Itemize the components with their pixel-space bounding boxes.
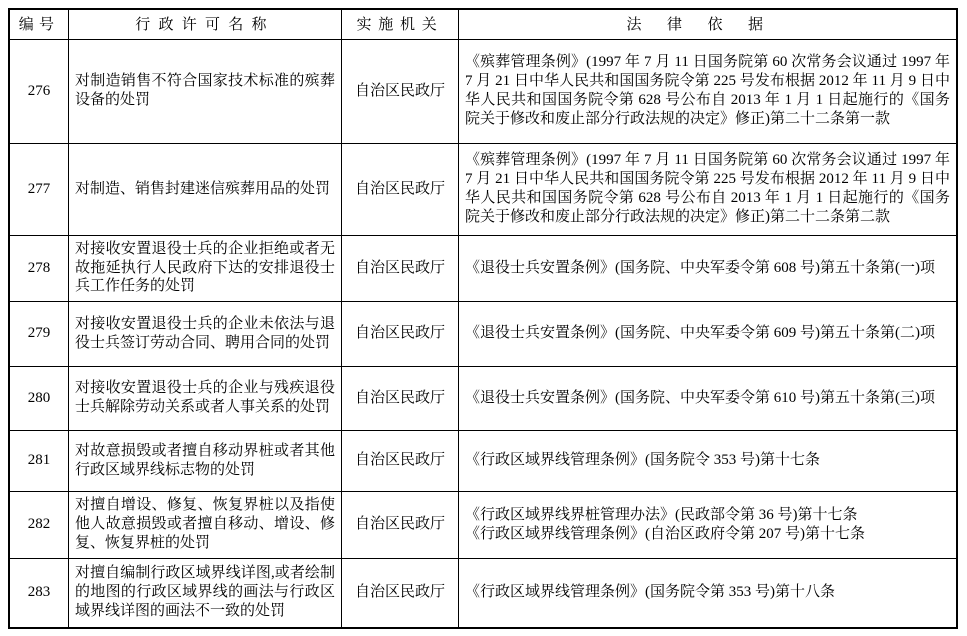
legal-basis-cell: [459, 430, 958, 491]
legal-basis-line: 《行政区域界线管理条例》(自治区政府令第 207 号)第十七条: [465, 525, 865, 542]
legal-basis-cell: [459, 39, 958, 143]
permit-name-cell: 对制造销售不符合国家技术标准的殡葬设备的处罚: [69, 39, 342, 143]
permit-name-cell: 对擅自增设、修复、恢复界桩以及指使他人故意损毁或者擅自移动、增设、修复、恢复界桩的处罚: [69, 491, 342, 558]
table-row: [9, 491, 957, 558]
row-number-cell: 282: [9, 491, 69, 558]
row-number-cell: 276: [9, 39, 69, 143]
permit-name-cell: 对故意损毁或者擅自移动界桩或者其他行政区域界线标志物的处罚: [69, 430, 342, 491]
table-header: [9, 9, 957, 39]
legal-basis-line: 《行政区域界线管理条例》(国务院令第 353 号)第十八条: [465, 584, 835, 601]
legal-basis-line: 《退役士兵安置条例》(国务院、中央军委令第 610 号)第五十条第(三)项: [465, 389, 935, 406]
permit-name-cell: 对接收安置退役士兵的企业拒绝或者无故拖延执行人民政府下达的安排退役士兵工作任务的处罚: [69, 235, 342, 301]
table-row: [9, 430, 957, 491]
header-legal: 法律依据: [459, 9, 958, 39]
row-number-cell: 283: [9, 558, 69, 628]
table-row: [9, 366, 957, 430]
legal-basis-cell: [459, 235, 958, 301]
agency-cell: 自治区民政厅: [342, 558, 459, 628]
table-row: [9, 143, 957, 235]
agency-cell: 自治区民政厅: [342, 39, 459, 143]
permit-name-cell: 对制造、销售封建迷信殡葬用品的处罚: [69, 143, 342, 235]
table-row: [9, 301, 957, 366]
row-number-cell: 279: [9, 301, 69, 366]
legal-basis-line: 《殡葬管理条例》(1997 年 7 月 11 日国务院第 60 次常务会议通过 1997 年 7 月 21 日中华人民共和国国务院令第 225 号发布根据 2012 年 11 月 9 日中华人民共和国国务院令第 628 号公布自 2013 年 1 月 1 日起施行的《国务院关于修改和废止部分行政法规的决定》修正)第二十二条第一款: [465, 54, 950, 127]
permit-name-cell: 对擅自编制行政区域界线详图,或者绘制的地图的行政区域界线的画法与行政区域界线详图的画法不一致的处罚: [69, 558, 342, 628]
table-row: [9, 39, 957, 143]
permit-name-cell: 对接收安置退役士兵的企业与残疾退役士兵解除劳动关系或者人事关系的处罚: [69, 366, 342, 430]
agency-cell: 自治区民政厅: [342, 235, 459, 301]
agency-cell: 自治区民政厅: [342, 366, 459, 430]
agency-cell: 自治区民政厅: [342, 430, 459, 491]
header-agency: 实施机关: [342, 9, 459, 39]
agency-cell: 自治区民政厅: [342, 491, 459, 558]
legal-basis-cell: [459, 301, 958, 366]
administrative-permit-table: [8, 8, 958, 629]
legal-basis-line: 《退役士兵安置条例》(国务院、中央军委令第 609 号)第五十条第(二)项: [465, 325, 935, 342]
legal-basis-line: 《殡葬管理条例》(1997 年 7 月 11 日国务院第 60 次常务会议通过 1997 年 7 月 21 日中华人民共和国国务院令第 225 号发布根据 2012 年 11 月 9 日中华人民共和国国务院令第 628 号公布自 2013 年 1 月 1 日起施行的《国务院关于修改和废止部分行政法规的决定》修正)第二十二条第二款: [465, 152, 950, 225]
header-id: 编号: [9, 9, 69, 39]
row-number-cell: 280: [9, 366, 69, 430]
row-number-cell: 281: [9, 430, 69, 491]
legal-basis-cell: [459, 143, 958, 235]
header-name: 行政许可名称: [69, 9, 342, 39]
agency-cell: 自治区民政厅: [342, 143, 459, 235]
agency-cell: 自治区民政厅: [342, 301, 459, 366]
legal-basis-cell: [459, 491, 958, 558]
row-number-cell: 277: [9, 143, 69, 235]
legal-basis-cell: [459, 366, 958, 430]
table-row: [9, 235, 957, 301]
permit-name-cell: 对接收安置退役士兵的企业未依法与退役士兵签订劳动合同、聘用合同的处罚: [69, 301, 342, 366]
table-body: [9, 39, 957, 628]
legal-basis-cell: [459, 558, 958, 628]
header-row: [9, 9, 957, 39]
table-row: [9, 558, 957, 628]
legal-basis-line: 《行政区域界线管理条例》(国务院令 353 号)第十七条: [465, 452, 820, 469]
row-number-cell: 278: [9, 235, 69, 301]
legal-basis-line: 《行政区域界线界桩管理办法》(民政部令第 36 号)第十七条: [465, 506, 858, 523]
legal-basis-line: 《退役士兵安置条例》(国务院、中央军委令第 608 号)第五十条第(一)项: [465, 259, 935, 276]
